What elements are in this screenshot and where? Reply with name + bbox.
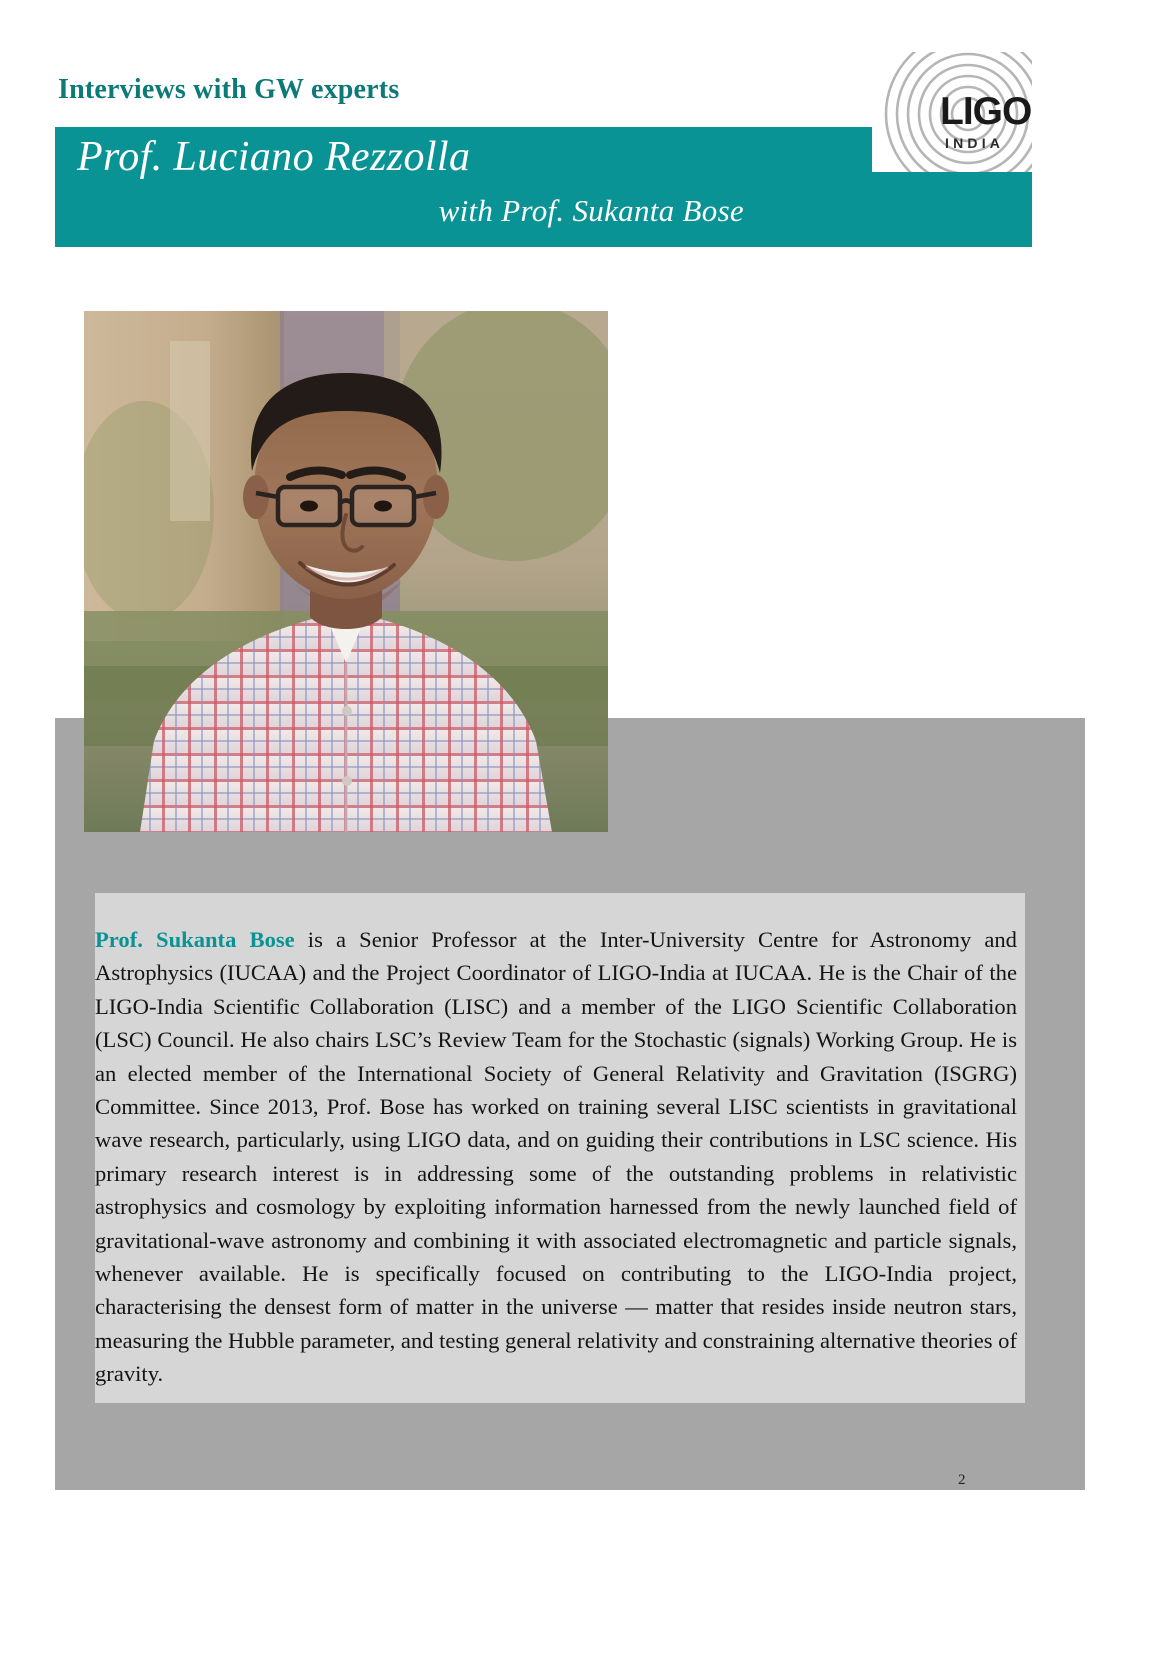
- logo-country-label: INDIA: [945, 135, 1005, 151]
- biography-card: [95, 893, 1025, 1403]
- page-title: Prof. Luciano Rezzolla: [77, 134, 471, 180]
- page-number: 2: [958, 1472, 966, 1488]
- page-kicker: Interviews with GW experts: [58, 74, 400, 105]
- ligo-india-logo: [872, 52, 1032, 172]
- biography-body: is a Senior Professor at the Inter-University Centre for Astronomy and Astrophysics (IUCAA) and the Project Coordinator of LIGO-India at IUCAA. He is the Chair of the LIGO-India Scientific Collaboration (LISC) and a member of the LIGO Scientific Collaboration (LSC) Council. He also chairs LSC’s Review Team for the Stochastic (signals) Working Group. He is an elected member of the International Society of General Relativity and Gravitation (ISGRG) Committee. Since 2013, Prof. Bose has worked on training several LISC scientists in gravitational wave research, particularly, using LIGO data, and on guiding their contributions in LSC science. His primary research interest is in addressing some of the outstanding problems in relativistic astrophysics and cosmology by exploiting information harnessed from the newly launched field of gravitational-wave astronomy and combining it with associated electromagnetic and particle signals, whenever available. He is specifically focused on contributing to the LIGO-India project, characterising the densest form of matter in the universe — matter that resides inside neutron stars, measuring the Hubble parameter, and testing general relativity and constraining alternative theories of gravity.: [95, 927, 1017, 1387]
- page-subtitle: with Prof. Sukanta Bose: [438, 193, 744, 228]
- portrait-photo: [84, 311, 608, 832]
- portrait-illustration: [84, 311, 608, 832]
- biography-lead-in: Prof. Sukanta Bose: [95, 927, 295, 952]
- logo-wordmark: LIGO: [940, 90, 1032, 133]
- biography-paragraph: [95, 923, 1019, 1391]
